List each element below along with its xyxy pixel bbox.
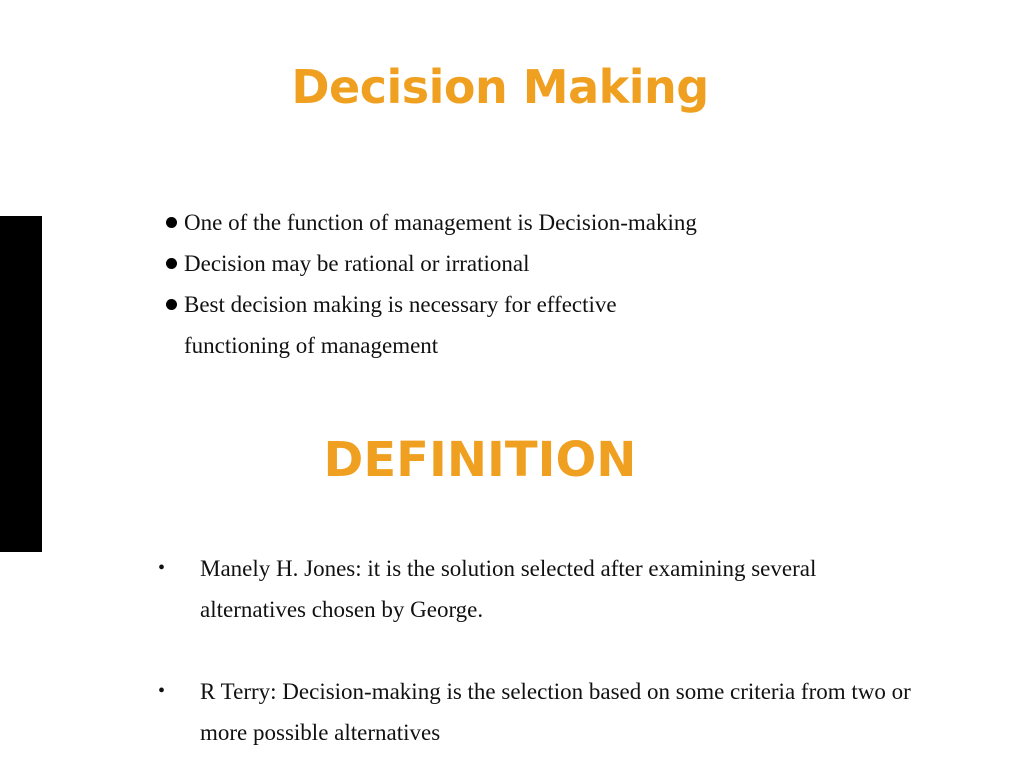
bullet-icon (166, 217, 177, 228)
intro-item-text: One of the function of management is Decision-making (184, 210, 697, 235)
intro-item (160, 202, 860, 243)
section-heading: DEFINITION (323, 432, 637, 488)
definition-text: Manely H. Jones: it is the solution selected after examining several alternatives chosen by George. (200, 556, 817, 622)
bullet-icon: • (158, 680, 166, 702)
intro-item (160, 284, 704, 366)
intro-item (160, 243, 860, 284)
bullet-icon: • (158, 557, 166, 579)
intro-item-text: Decision may be rational or irrational (184, 251, 530, 276)
definition-item (155, 548, 920, 630)
definition-text: R Terry: Decision-making is the selection based on some criteria from two or more possible alternatives (200, 679, 911, 745)
slide-title: Decision Making (291, 60, 709, 114)
intro-list (160, 202, 860, 366)
bullet-icon (166, 258, 177, 269)
side-decorative-bar (0, 216, 42, 552)
definition-item (155, 671, 960, 753)
intro-item-text: Best decision making is necessary for effective functioning of management (184, 292, 617, 358)
definition-list (155, 548, 985, 768)
bullet-icon (166, 299, 177, 310)
